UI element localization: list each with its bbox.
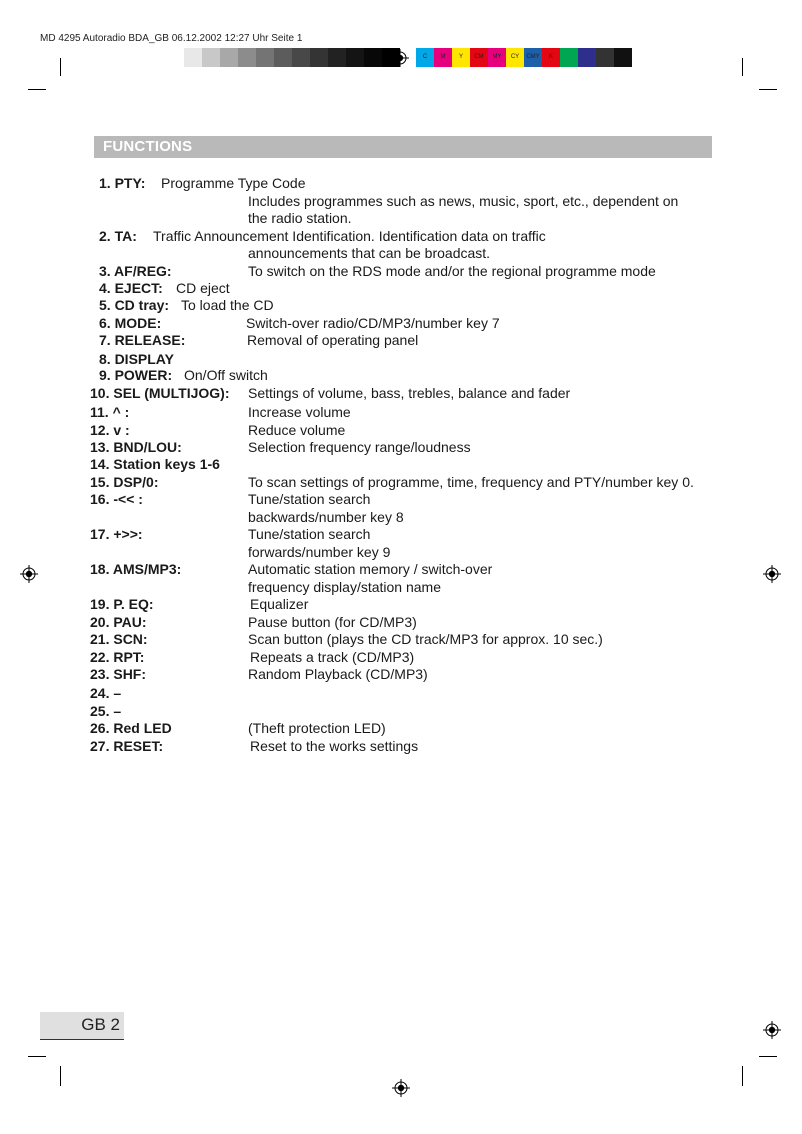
gray-swatch xyxy=(238,48,256,67)
crop-mark xyxy=(742,1066,743,1086)
function-label: 23. SHF: xyxy=(90,666,147,682)
function-label: 25. – xyxy=(90,703,122,719)
function-label: 14. Station keys 1-6 xyxy=(90,456,220,472)
function-label: 9. POWER: xyxy=(99,367,173,383)
print-header: MD 4295 Autoradio BDA_GB 06.12.2002 12:27 Uhr Seite 1 xyxy=(40,33,303,44)
function-description: Increase volume xyxy=(248,404,351,420)
color-swatch: Y xyxy=(452,48,470,67)
function-label: 16. -<< : xyxy=(90,491,143,507)
registration-mark-icon xyxy=(392,1079,410,1097)
gray-swatch xyxy=(220,48,238,67)
function-description: Equalizer xyxy=(250,596,309,612)
function-description: the radio station. xyxy=(248,210,352,226)
function-label: 18. AMS/MP3: xyxy=(90,561,182,577)
function-description: (Theft protection LED) xyxy=(248,720,386,736)
function-description: forwards/number key 9 xyxy=(248,544,391,560)
registration-mark-icon xyxy=(20,565,38,583)
color-swatch: CY xyxy=(506,48,524,67)
registration-mark-icon xyxy=(763,565,781,583)
function-description: announcements that can be broadcast. xyxy=(248,245,491,261)
section-title: FUNCTIONS xyxy=(103,138,193,155)
function-label: 5. CD tray: xyxy=(99,297,170,313)
function-description: Repeats a track (CD/MP3) xyxy=(250,649,415,665)
color-swatch: CMY xyxy=(524,48,542,67)
function-description: Settings of volume, bass, trebles, balance and fader xyxy=(248,385,571,401)
gray-swatch xyxy=(328,48,346,67)
color-swatch xyxy=(614,48,632,67)
function-label: 27. RESET: xyxy=(90,738,164,754)
color-swatch: C xyxy=(416,48,434,67)
function-label: 17. +>>: xyxy=(90,526,143,542)
gray-swatch xyxy=(292,48,310,67)
function-label: 1. PTY: xyxy=(99,175,146,191)
function-label: 11. ^ : xyxy=(90,404,130,420)
crop-mark xyxy=(28,1056,46,1057)
crop-mark xyxy=(759,89,777,90)
function-description: Traffic Announcement Identification. Identification data on traffic xyxy=(153,228,546,244)
color-swatch: M xyxy=(434,48,452,67)
function-label: 24. – xyxy=(90,685,122,701)
function-description: Reset to the works settings xyxy=(250,738,419,754)
function-label: 8. DISPLAY xyxy=(99,351,174,367)
color-swatch: CM xyxy=(470,48,488,67)
grayscale-calibration-strip xyxy=(184,48,400,67)
gray-swatch xyxy=(274,48,292,67)
function-label: 7. RELEASE: xyxy=(99,332,186,348)
function-description: Scan button (plays the CD track/MP3 for approx. 10 sec.) xyxy=(248,631,603,647)
function-description: To scan settings of programme, time, frequency and PTY/number key 0. xyxy=(248,474,694,490)
color-swatch xyxy=(596,48,614,67)
function-label: 15. DSP/0: xyxy=(90,474,159,490)
function-label: 19. P. EQ: xyxy=(90,596,154,612)
gray-swatch xyxy=(256,48,274,67)
function-description: Removal of operating panel xyxy=(247,332,419,348)
function-label: 12. v : xyxy=(90,422,130,438)
crop-mark xyxy=(759,1056,777,1057)
function-label: 10. SEL (MULTIJOG): xyxy=(90,385,230,401)
section-title-bar xyxy=(94,136,712,158)
gray-swatch xyxy=(310,48,328,67)
gray-swatch xyxy=(346,48,364,67)
function-description: Reduce volume xyxy=(248,422,346,438)
function-description: backwards/number key 8 xyxy=(248,509,404,525)
crop-mark xyxy=(28,89,46,90)
function-label: 2. TA: xyxy=(99,228,137,244)
function-label: 6. MODE: xyxy=(99,315,162,331)
color-swatch xyxy=(560,48,578,67)
crop-mark xyxy=(60,1066,61,1086)
function-label: 26. Red LED xyxy=(90,720,172,736)
page-footer xyxy=(40,1012,124,1040)
gray-swatch xyxy=(184,48,202,67)
color-calibration-strip xyxy=(416,48,632,67)
function-description: frequency display/station name xyxy=(248,579,441,595)
function-label: 3. AF/REG: xyxy=(99,263,172,279)
function-label: 20. PAU: xyxy=(90,614,147,630)
function-description: Tune/station search xyxy=(248,491,371,507)
color-swatch: MY xyxy=(488,48,506,67)
function-description: Automatic station memory / switch-over xyxy=(248,561,493,577)
function-description: Selection frequency range/loudness xyxy=(248,439,471,455)
function-description: Pause button (for CD/MP3) xyxy=(248,614,417,630)
function-description: On/Off switch xyxy=(184,367,268,383)
color-swatch: K xyxy=(542,48,560,67)
function-label: 22. RPT: xyxy=(90,649,145,665)
gray-swatch xyxy=(364,48,382,67)
color-swatch xyxy=(578,48,596,67)
page-number: GB 2 xyxy=(81,1015,120,1034)
registration-mark-icon xyxy=(763,1021,781,1039)
function-description: To load the CD xyxy=(181,297,274,313)
function-description: Switch-over radio/CD/MP3/number key 7 xyxy=(246,315,500,331)
function-label: 21. SCN: xyxy=(90,631,148,647)
function-label: 4. EJECT: xyxy=(99,280,163,296)
function-description: To switch on the RDS mode and/or the regional programme mode xyxy=(248,263,656,279)
registration-mark-icon xyxy=(391,49,409,67)
function-label: 13. BND/LOU: xyxy=(90,439,182,455)
function-description: CD eject xyxy=(176,280,230,296)
crop-mark xyxy=(742,58,743,76)
function-description: Random Playback (CD/MP3) xyxy=(248,666,428,682)
function-description: Includes programmes such as news, music, sport, etc., dependent on xyxy=(248,193,679,209)
function-description: Programme Type Code xyxy=(161,175,306,191)
crop-mark xyxy=(60,58,61,76)
function-description: Tune/station search xyxy=(248,526,371,542)
gray-swatch xyxy=(202,48,220,67)
